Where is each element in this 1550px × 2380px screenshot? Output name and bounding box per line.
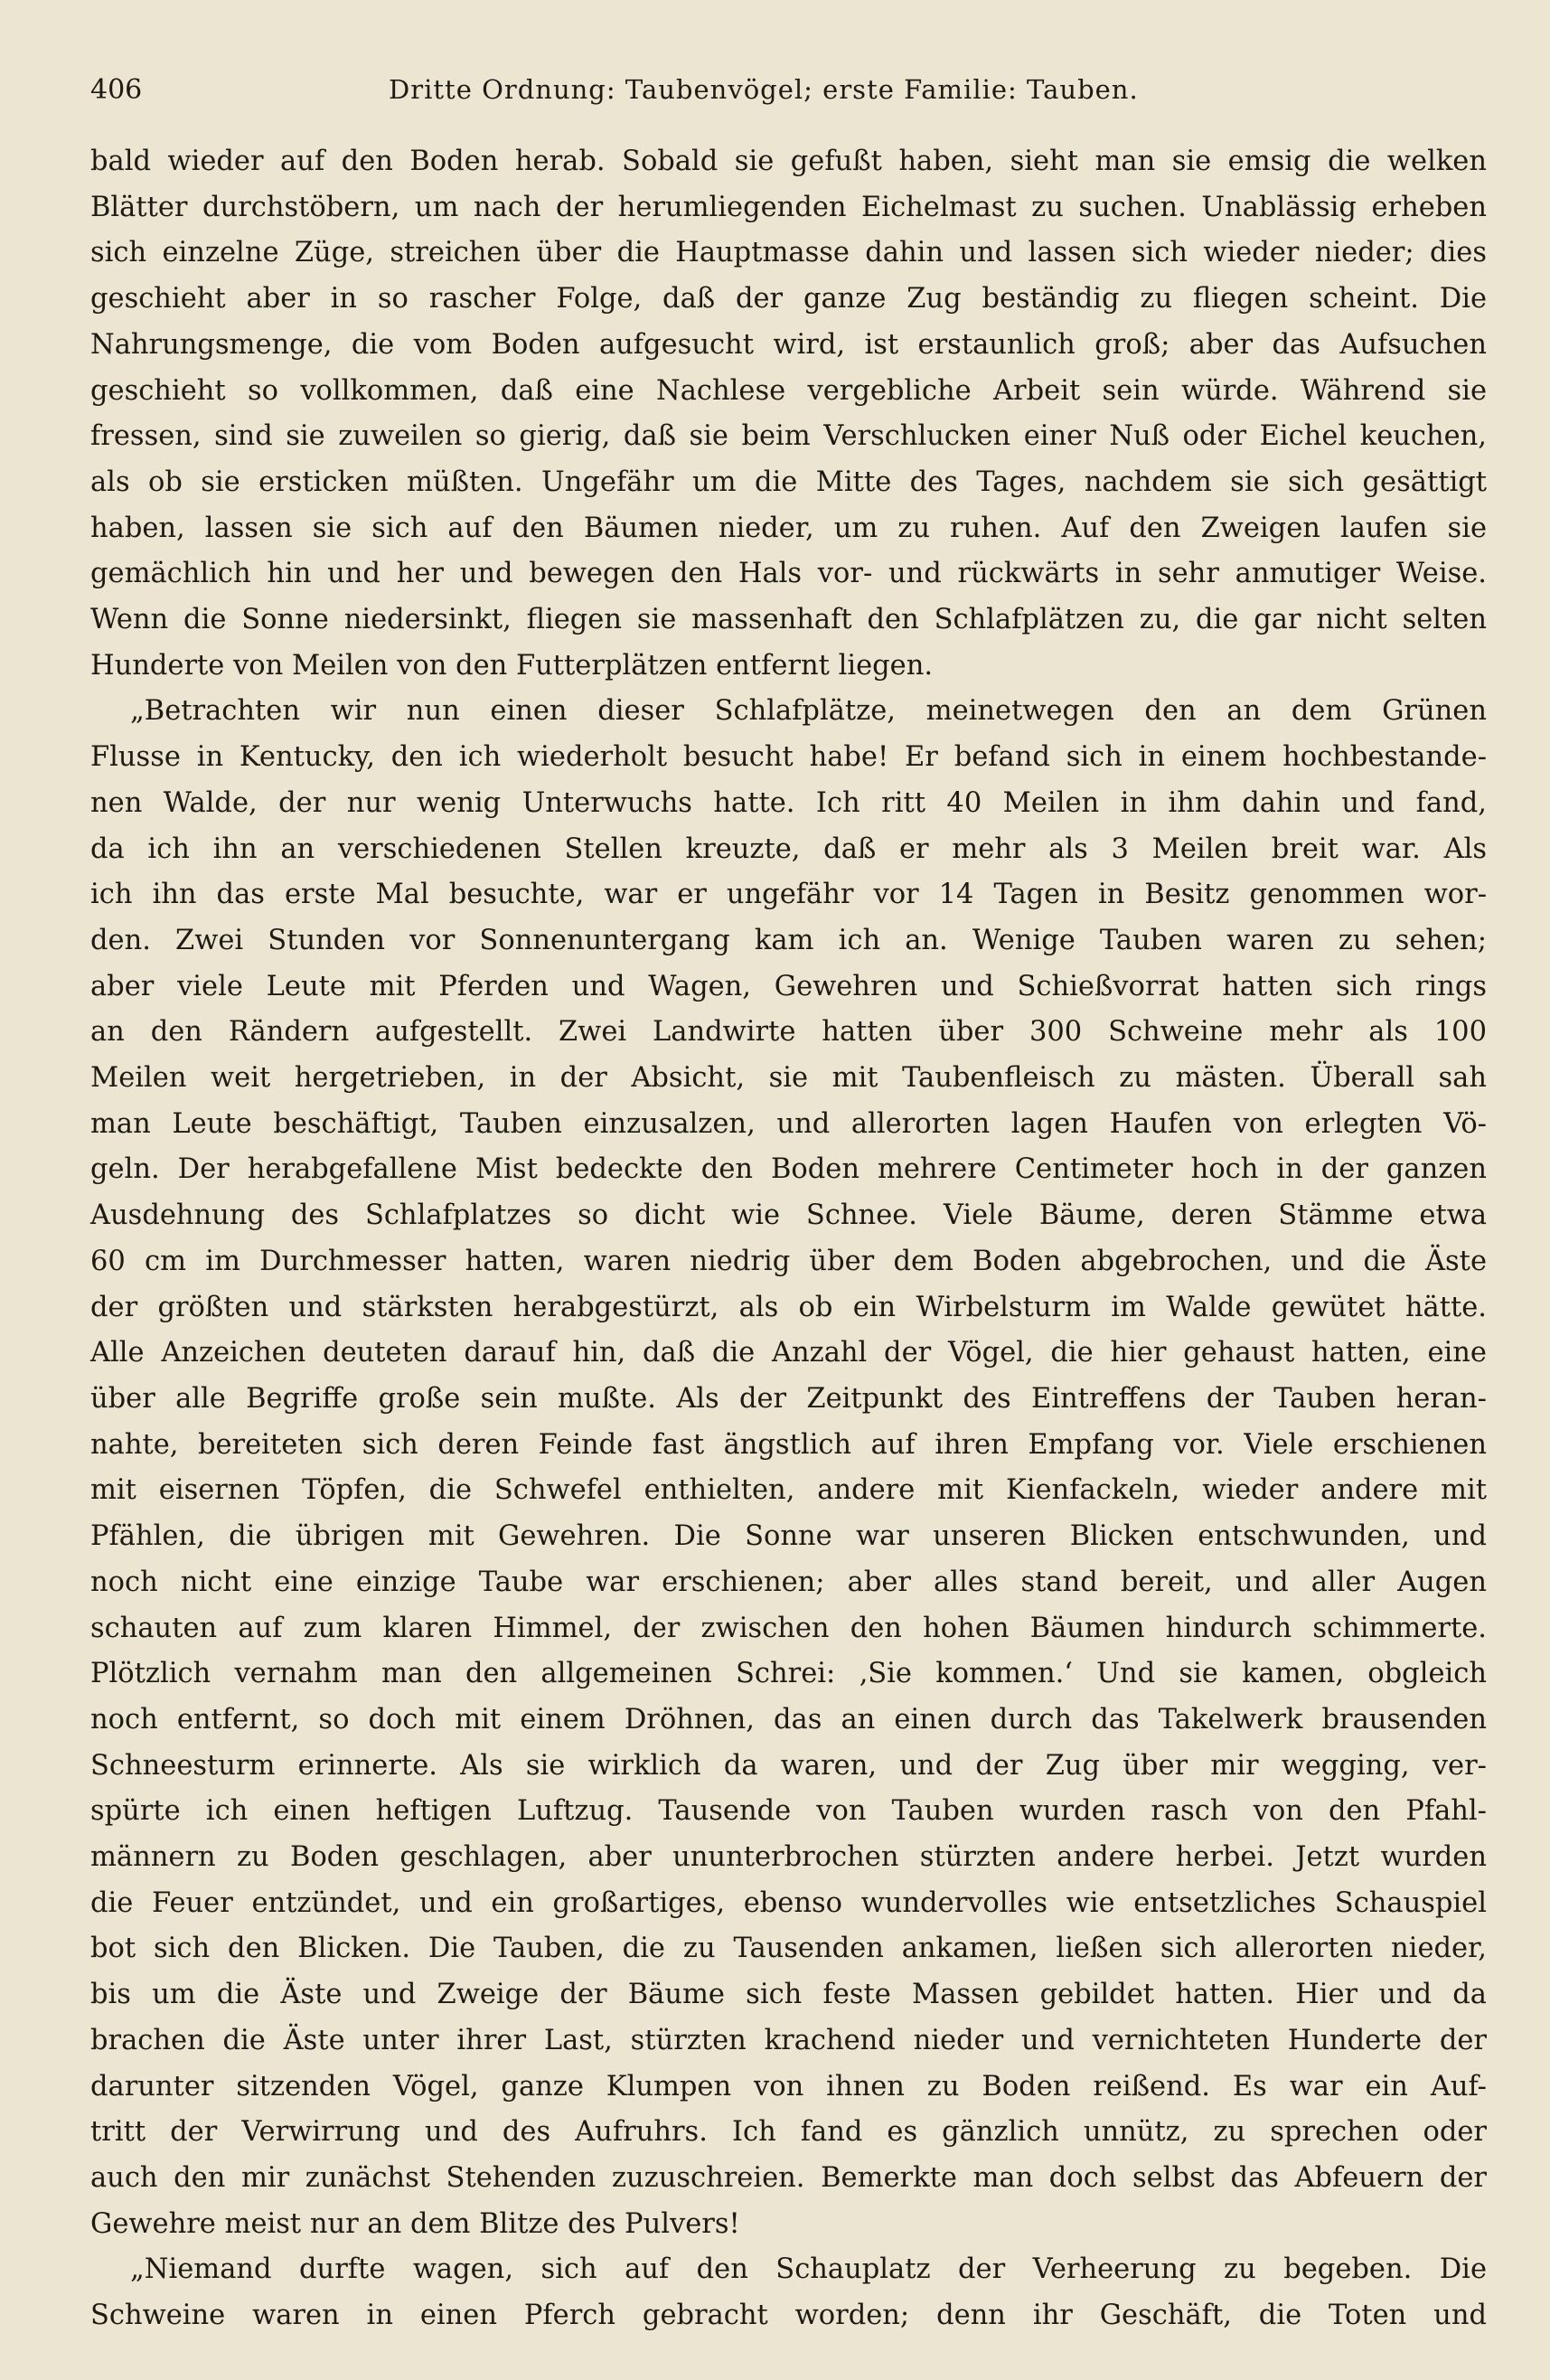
text-line: noch entfernt, so doch mit einem Dröhnen, das an einen durch das Takelwerk brausenden bbox=[90, 1703, 1487, 1736]
text-line: bald wieder auf den Boden herab. Sobald sie gefußt haben, sieht man sie emsig die welken bbox=[90, 146, 1487, 177]
text-line: Schneesturm erinnerte. Als sie wirklich da waren, und der Zug über mir wegging, ver- bbox=[90, 1749, 1487, 1782]
text-line: mit eisernen Töpfen, die Schwefel enthielten, andere mit Kienfackeln, wieder andere mit bbox=[90, 1474, 1487, 1507]
text-line: der größten und stärksten herabgestürzt, als ob ein Wirbelsturm im Walde gewütet hätte. bbox=[90, 1291, 1487, 1323]
text-line: ich ihn das erste Mal besuchte, war er ungefähr vor 14 Tagen in Besitz genommen wor- bbox=[90, 879, 1487, 911]
text-line: „Betrachten wir nun einen dieser Schlafplätze, meinetwegen den an dem Grünen bbox=[130, 695, 1487, 728]
text-line: Meilen weit hergetrieben, in der Absicht, sie mit Taubenfleisch zu mästen. Überall sah bbox=[90, 1062, 1487, 1095]
text-line: auch den mir zunächst Stehenden zuzuschreien. Bemerkte man doch selbst das Abfeuern der bbox=[90, 2161, 1487, 2194]
text-line: den. Zwei Stunden vor Sonnenuntergang kam ich an. Wenige Tauben waren zu sehen; bbox=[90, 924, 1487, 956]
text-line: an den Rändern aufgestellt. Zwei Landwirte hatten über 300 Schweine mehr als 100 bbox=[90, 1016, 1487, 1049]
text-line: darunter sitzenden Vögel, ganze Klumpen von ihnen zu Boden reißend. Es war ein Auf- bbox=[90, 2070, 1487, 2102]
text-line: über alle Begriffe große sein mußte. Als der Zeitpunkt des Eintreffens der Tauben heran- bbox=[90, 1382, 1487, 1415]
text-line: bot sich den Blicken. Die Tauben, die zu Tausenden ankamen, ließen sich allerorten nieder, bbox=[90, 1933, 1487, 1965]
text-line: haben, lassen sie sich auf den Bäumen nieder, um zu ruhen. Auf den Zweigen laufen sie bbox=[90, 512, 1487, 544]
text-line: fressen, sind sie zuweilen so gierig, daß sie beim Verschlucken einer Nuß oder Eichel keuchen, bbox=[90, 420, 1487, 453]
text-line: Schweine waren in einen Pferch gebracht worden; denn ihr Geschäft, die Toten und bbox=[90, 2300, 1487, 2332]
text-line: man Leute beschäftigt, Tauben einzusalzen, und allerorten lagen Haufen von erlegten Vö- bbox=[90, 1107, 1487, 1140]
text-line: noch nicht eine einzige Taube war erschienen; aber alles stand bereit, und aller Augen bbox=[90, 1566, 1487, 1598]
text-line: 60 cm im Durchmesser hatten, waren niedrig über dem Boden abgebrochen, und die Äste bbox=[90, 1245, 1487, 1277]
running-head: Dritte Ordnung: Taubenvögel; erste Familie: Tauben. bbox=[389, 74, 1139, 105]
text-line: nahte, bereiteten sich deren Feinde fast ängstlich auf ihren Empfang vor. Viele erschienen bbox=[90, 1428, 1487, 1461]
text-line: spürte ich einen heftigen Luftzug. Tausende von Tauben wurden rasch von den Pfahl- bbox=[90, 1795, 1487, 1828]
text-line: Hunderte von Meilen von den Futterplätzen entfernt liegen. bbox=[90, 649, 934, 682]
text-line: bis um die Äste und Zweige der Bäume sich feste Massen gebildet hatten. Hier und da bbox=[90, 1979, 1487, 2011]
text-line: brachen die Äste unter ihrer Last, stürzten krachend nieder und vernichteten Hunderte der bbox=[90, 2024, 1487, 2056]
text-line: geschieht aber in so rascher Folge, daß der ganze Zug beständig zu fliegen scheint. Die bbox=[90, 283, 1487, 315]
text-line: aber viele Leute mit Pferden und Wagen, Gewehren und Schießvorrat hatten sich rings bbox=[90, 970, 1487, 1002]
body-text bbox=[90, 139, 1487, 2339]
text-line: Alle Anzeichen deuteten darauf hin, daß die Anzahl der Vögel, die hier gehaust hatten, eine bbox=[90, 1337, 1487, 1369]
text-line: Blätter durchstöbern, um nach der herumliegenden Eichelmast zu suchen. Unablässig erheben bbox=[90, 191, 1487, 223]
text-line: nen Walde, der nur wenig Unterwuchs hatte. Ich ritt 40 Meilen in ihm dahin und fand, bbox=[90, 786, 1487, 819]
text-line: männern zu Boden geschlagen, aber ununterbrochen stürzten andere herbei. Jetzt wurden bbox=[90, 1841, 1487, 1874]
text-line: Gewehre meist nur an dem Blitze des Pulvers! bbox=[90, 2207, 740, 2240]
text-line: Plötzlich vernahm man den allgemeinen Schrei: ‚Sie kommen.‘ Und sie kamen, obgleich bbox=[90, 1658, 1487, 1690]
text-line: gemächlich hin und her und bewegen den Hals vor- und rückwärts in sehr anmutiger Weise. bbox=[90, 558, 1487, 590]
text-line: Pfählen, die übrigen mit Gewehren. Die Sonne war unseren Blicken entschwunden, und bbox=[90, 1520, 1487, 1553]
text-line: die Feuer entzündet, und ein großartiges, ebenso wundervolles wie entsetzliches Schauspiel bbox=[90, 1886, 1487, 1919]
text-line: da ich ihn an verschiedenen Stellen kreuzte, daß er mehr als 3 Meilen breit war. Als bbox=[90, 833, 1487, 865]
text-line: Ausdehnung des Schlafplatzes so dicht wie Schnee. Viele Bäume, deren Stämme etwa bbox=[90, 1199, 1487, 1232]
page-header bbox=[90, 74, 1487, 128]
text-line: als ob sie ersticken müßten. Ungefähr um die Mitte des Tages, nachdem sie sich gesättigt bbox=[90, 466, 1487, 498]
text-line: Nahrungsmenge, die vom Boden aufgesucht wird, ist erstaunlich groß; aber das Aufsuchen bbox=[90, 328, 1487, 361]
text-line: Wenn die Sonne niedersinkt, fliegen sie massenhaft den Schlafplätzen zu, die gar nicht selten bbox=[90, 604, 1487, 636]
text-line: geschieht so vollkommen, daß eine Nachlese vergebliche Arbeit sein würde. Während sie bbox=[90, 374, 1487, 407]
text-line: Flusse in Kentucky, den ich wiederholt besucht habe! Er befand sich in einem hochbestande- bbox=[90, 741, 1487, 774]
text-line: „Niemand durfte wagen, sich auf den Schauplatz der Verheerung zu begeben. Die bbox=[130, 2253, 1487, 2286]
text-line: tritt der Verwirrung und des Aufruhrs. Ich fand es gänzlich unnütz, zu sprechen oder bbox=[90, 2116, 1487, 2149]
text-line: geln. Der herabgefallene Mist bedeckte den Boden mehrere Centimeter hoch in der ganzen bbox=[90, 1153, 1487, 1186]
text-line: sich einzelne Züge, streichen über die Hauptmasse dahin und lassen sich wieder nieder; dies bbox=[90, 237, 1487, 269]
page-number: 406 bbox=[90, 74, 143, 106]
text-line: schauten auf zum klaren Himmel, der zwischen den hohen Bäumen hindurch schimmerte. bbox=[90, 1612, 1487, 1644]
